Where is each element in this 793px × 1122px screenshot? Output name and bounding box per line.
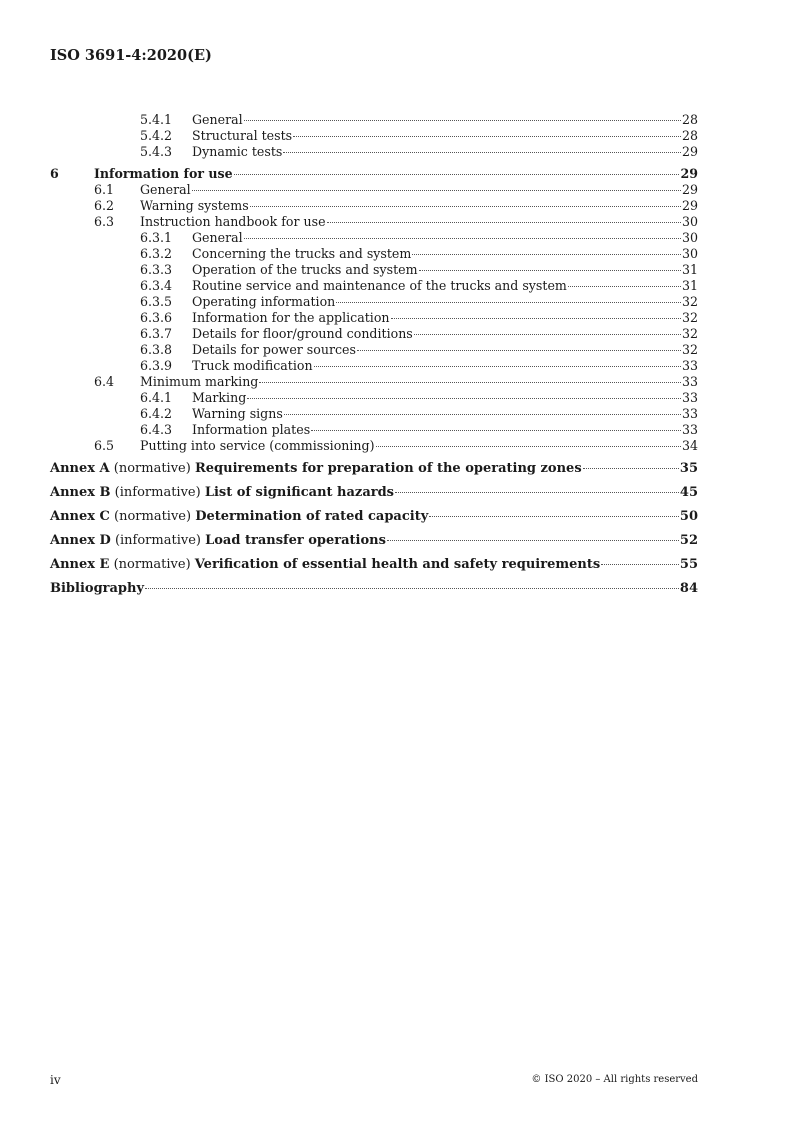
toc-annex-entry[interactable] bbox=[50, 457, 698, 481]
toc-entry-title: Warning systems bbox=[140, 198, 249, 213]
toc-entry-page: 33 bbox=[681, 358, 698, 373]
toc-entry-number: 6.3.2 bbox=[140, 246, 173, 261]
toc-entry[interactable] bbox=[50, 390, 698, 406]
toc-entry-number: 6.3 bbox=[94, 214, 115, 229]
toc-entry-number: 6.3.6 bbox=[140, 310, 173, 325]
toc-entry-title: Structural tests bbox=[192, 128, 293, 143]
toc-entry-title: General bbox=[192, 112, 243, 127]
toc-entry-number: 5.4.1 bbox=[140, 112, 173, 127]
dot-leader bbox=[314, 366, 681, 367]
toc-entry-number: 6.3.8 bbox=[140, 342, 173, 357]
dot-leader bbox=[327, 222, 681, 223]
toc-entry-page: 31 bbox=[681, 278, 698, 293]
toc-entry-number: 6.3.9 bbox=[140, 358, 173, 373]
annex-label: Annex B bbox=[50, 485, 111, 500]
toc-entry[interactable] bbox=[50, 422, 698, 438]
toc-entry[interactable] bbox=[50, 166, 698, 182]
dot-leader bbox=[192, 190, 681, 191]
toc-entry[interactable] bbox=[50, 310, 698, 326]
toc-entry-title: Details for power sources bbox=[192, 342, 356, 357]
toc-entry-page: 34 bbox=[681, 438, 698, 453]
annex-page: 45 bbox=[679, 485, 698, 500]
annex-label: Annex E bbox=[50, 557, 110, 572]
toc-entry-number: 5.4.3 bbox=[140, 144, 173, 159]
toc-entry[interactable] bbox=[50, 358, 698, 374]
toc-entry[interactable] bbox=[50, 230, 698, 246]
dot-leader bbox=[145, 588, 679, 589]
annex-type: (normative) bbox=[109, 557, 195, 572]
toc-entry-page: 33 bbox=[681, 390, 698, 405]
annex-title: Requirements for preparation of the operating zones bbox=[194, 461, 582, 476]
dot-leader bbox=[247, 398, 681, 399]
toc-entry-title: Truck modification bbox=[192, 358, 313, 373]
toc-entry-title: Information for use bbox=[94, 166, 233, 181]
toc-annex-entry[interactable] bbox=[50, 553, 698, 577]
dot-leader bbox=[336, 302, 681, 303]
annex-page: 35 bbox=[679, 461, 698, 476]
page-number: iv bbox=[50, 1073, 61, 1087]
bibliography-title: Bibliography bbox=[50, 581, 145, 596]
toc-entry-number: 6.4.1 bbox=[140, 390, 173, 405]
annex-type: (normative) bbox=[109, 509, 196, 524]
toc-entry-number: 6.1 bbox=[94, 182, 115, 197]
toc-entry-title: General bbox=[140, 182, 191, 197]
toc-entry-page: 33 bbox=[681, 422, 698, 437]
toc-entry[interactable] bbox=[50, 214, 698, 230]
dot-leader bbox=[259, 382, 681, 383]
annex-title: Verification of essential health and safety requirements bbox=[194, 557, 601, 572]
dot-leader bbox=[244, 238, 681, 239]
dot-leader bbox=[387, 540, 679, 541]
dot-leader bbox=[284, 414, 681, 415]
toc-entry-page: 30 bbox=[681, 214, 698, 229]
toc-entry-title: General bbox=[192, 230, 243, 245]
dot-leader bbox=[583, 468, 679, 469]
toc-entry-page: 33 bbox=[681, 406, 698, 421]
annex-label: Annex C bbox=[50, 509, 110, 524]
bibliography-page: 84 bbox=[679, 581, 698, 596]
toc-entry-page: 28 bbox=[681, 128, 698, 143]
copyright-notice: © ISO 2020 – All rights reserved bbox=[531, 1074, 698, 1085]
toc-bibliography-entry[interactable] bbox=[50, 577, 698, 601]
dot-leader bbox=[283, 152, 681, 153]
toc-entry[interactable] bbox=[50, 374, 698, 390]
toc-entry-page: 32 bbox=[681, 310, 698, 325]
toc-entry-page: 32 bbox=[681, 326, 698, 341]
toc-entry-number: 6.5 bbox=[94, 438, 115, 453]
toc-entry-number: 6.3.1 bbox=[140, 230, 173, 245]
toc-entry-number: 5.4.2 bbox=[140, 128, 173, 143]
toc-entry[interactable] bbox=[50, 406, 698, 422]
toc-entry-page: 29 bbox=[681, 182, 698, 197]
toc-entry[interactable] bbox=[50, 262, 698, 278]
toc-entry-title: Minimum marking bbox=[140, 374, 259, 389]
toc-entry-title: Routine service and maintenance of the trucks and system bbox=[192, 278, 567, 293]
dot-leader bbox=[311, 430, 681, 431]
toc-entry[interactable] bbox=[50, 144, 698, 160]
toc-entry[interactable] bbox=[50, 198, 698, 214]
toc-entry-title: Putting into service (commissioning) bbox=[140, 438, 375, 453]
toc-entry[interactable] bbox=[50, 182, 698, 198]
annex-title: Determination of rated capacity bbox=[195, 509, 429, 524]
toc-entry-title: Concerning the trucks and system bbox=[192, 246, 412, 261]
dot-leader bbox=[234, 174, 680, 175]
toc-entry[interactable] bbox=[50, 246, 698, 262]
dot-leader bbox=[601, 564, 679, 565]
toc-entry-page: 29 bbox=[681, 144, 698, 159]
toc-entry-title: Warning signs bbox=[192, 406, 283, 421]
toc-entry-title: Operation of the trucks and system bbox=[192, 262, 418, 277]
toc-entry-number: 6.3.7 bbox=[140, 326, 173, 341]
annex-type: (informative) bbox=[110, 485, 205, 500]
toc-entry[interactable] bbox=[50, 342, 698, 358]
dot-leader bbox=[429, 516, 679, 517]
toc-entry-number: 6.4.2 bbox=[140, 406, 173, 421]
dot-leader bbox=[391, 318, 681, 319]
table-of-contents bbox=[50, 112, 698, 601]
toc-entry-title: Marking bbox=[192, 390, 247, 405]
dot-leader bbox=[414, 334, 681, 335]
toc-entry-number: 6.3.5 bbox=[140, 294, 173, 309]
toc-entry-number: 6.4.3 bbox=[140, 422, 173, 437]
toc-entry-page: 29 bbox=[680, 166, 698, 181]
dot-leader bbox=[250, 206, 681, 207]
toc-entry-title: Operating information bbox=[192, 294, 336, 309]
annex-type: (informative) bbox=[110, 533, 206, 548]
toc-entry-page: 33 bbox=[681, 374, 698, 389]
annex-title: Load transfer operations bbox=[205, 533, 386, 548]
dot-leader bbox=[357, 350, 681, 351]
dot-leader bbox=[568, 286, 681, 287]
toc-entry[interactable] bbox=[50, 438, 698, 454]
annex-type: (normative) bbox=[109, 461, 195, 476]
toc-entry-page: 32 bbox=[681, 294, 698, 309]
toc-entry-page: 28 bbox=[681, 112, 698, 127]
toc-annex-entry[interactable] bbox=[50, 529, 698, 553]
toc-entry[interactable] bbox=[50, 128, 698, 144]
annex-label: Annex D bbox=[50, 533, 111, 548]
toc-annex-entry[interactable] bbox=[50, 481, 698, 505]
toc-entry-title: Details for floor/ground conditions bbox=[192, 326, 413, 341]
toc-entry-title: Instruction handbook for use bbox=[140, 214, 326, 229]
toc-entry-title: Information plates bbox=[192, 422, 311, 437]
toc-entry-page: 31 bbox=[681, 262, 698, 277]
toc-entry-page: 29 bbox=[681, 198, 698, 213]
dot-leader bbox=[244, 120, 681, 121]
document-id-header: ISO 3691-4:2020(E) bbox=[50, 47, 212, 64]
dot-leader bbox=[419, 270, 681, 271]
toc-entry[interactable] bbox=[50, 278, 698, 294]
toc-annex-entry[interactable] bbox=[50, 505, 698, 529]
toc-entry-number: 6.3.4 bbox=[140, 278, 173, 293]
toc-entry[interactable] bbox=[50, 326, 698, 342]
annex-page: 50 bbox=[679, 509, 698, 524]
annex-title: List of significant hazards bbox=[204, 485, 394, 500]
annex-label: Annex A bbox=[50, 461, 110, 476]
toc-entry-title: Information for the application bbox=[192, 310, 390, 325]
toc-entry[interactable] bbox=[50, 294, 698, 310]
dot-leader bbox=[376, 446, 681, 447]
toc-entry-number: 6 bbox=[50, 166, 59, 181]
toc-entry-page: 32 bbox=[681, 342, 698, 357]
toc-entry-number: 6.2 bbox=[94, 198, 115, 213]
toc-entry-title: Dynamic tests bbox=[192, 144, 283, 159]
dot-leader bbox=[293, 136, 681, 137]
toc-entry-page: 30 bbox=[681, 230, 698, 245]
toc-entry-number: 6.3.3 bbox=[140, 262, 173, 277]
toc-entry-page: 30 bbox=[681, 246, 698, 261]
dot-leader bbox=[412, 254, 681, 255]
annex-page: 55 bbox=[679, 557, 698, 572]
annex-page: 52 bbox=[679, 533, 698, 548]
toc-entry[interactable] bbox=[50, 112, 698, 128]
dot-leader bbox=[395, 492, 679, 493]
toc-entry-number: 6.4 bbox=[94, 374, 115, 389]
